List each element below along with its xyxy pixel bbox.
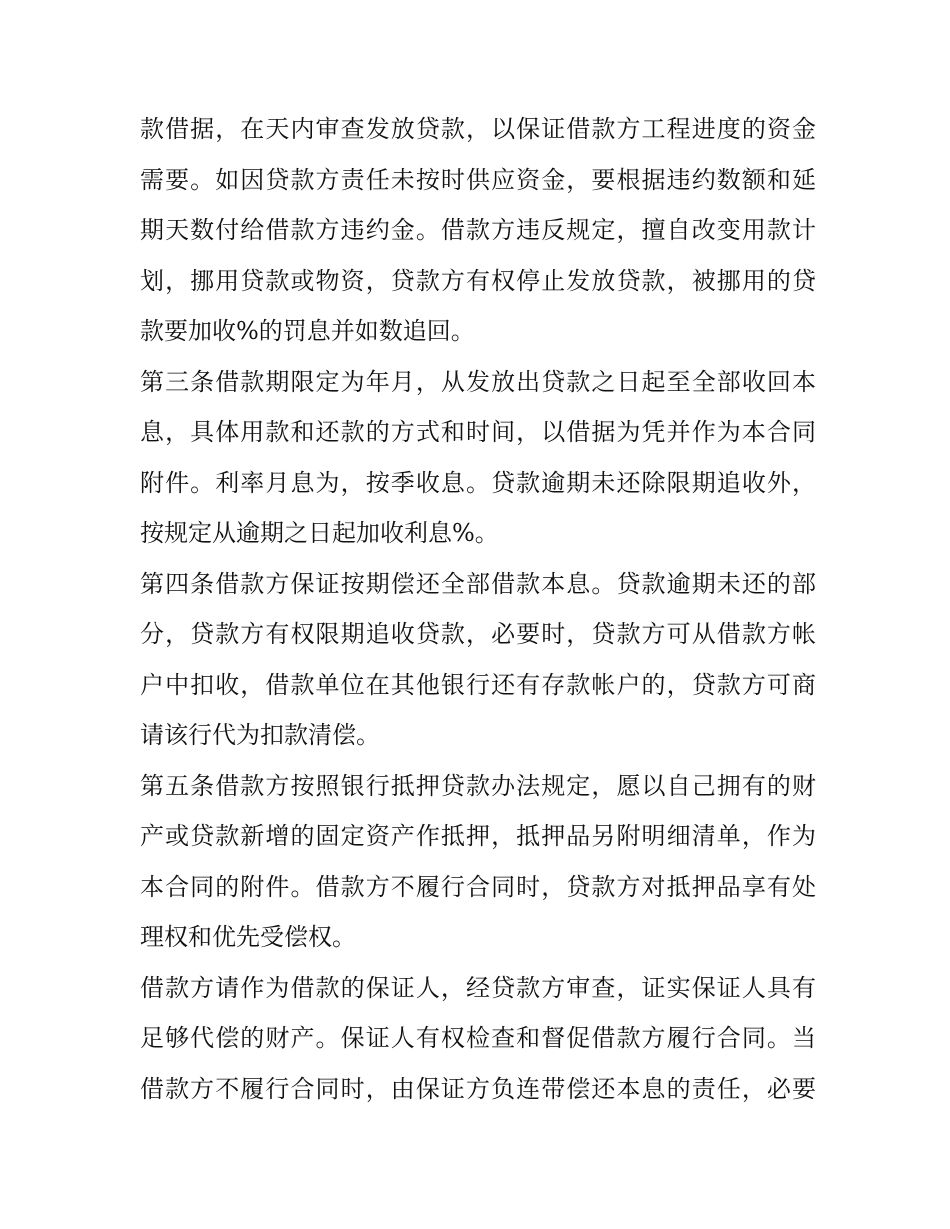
text-line-14: 第五条借款方按照银行抵押贷款办法规定，愿以自己拥有的财 [140, 771, 816, 800]
text-line-7: 息，具体用款和还款的方式和时间，以借据为凭并作为本合同 [140, 418, 816, 446]
text-line-19: 足够代偿的财产。保证人有权检查和督促借款方履行合同。当 [140, 1024, 816, 1052]
text-line-18: 借款方请作为借款的保证人，经贷款方审查，证实保证人具有 [140, 973, 816, 1002]
text-line-12: 户中扣收，借款单位在其他银行还有存款帐户的，贷款方可商 [140, 670, 816, 699]
text-line-2: 需要。如因贷款方责任未按时供应资金，要根据违约数额和延 [140, 165, 816, 194]
text-line-6: 第三条借款期限定为年月，从发放出贷款之日起至全部收回本 [140, 367, 816, 396]
text-line-15: 产或贷款新增的固定资产作抵押，抵押品另附明细清单，作为 [140, 822, 816, 850]
text-line-4: 划，挪用贷款或物资，贷款方有权停止发放贷款，被挪用的贷 [140, 266, 816, 295]
text-line-13: 请该行代为扣款清偿。 [140, 721, 380, 749]
text-line-11: 分，贷款方有权限期追收贷款，必要时，贷款方可从借款方帐 [140, 620, 816, 648]
contract-text-block [140, 104, 816, 1114]
text-line-8: 附件。利率月息为，按季收息。贷款逾期未还除限期追收外， [140, 468, 816, 497]
text-line-5: 款要加收%的罚息并如数追回。 [140, 317, 475, 345]
text-line-10: 第四条借款方保证按期偿还全部借款本息。贷款逾期未还的部 [140, 569, 816, 598]
text-line-16: 本合同的附件。借款方不履行合同时，贷款方对抵押品享有处 [140, 872, 816, 901]
text-line-1: 款借据，在天内审查发放贷款，以保证借款方工程进度的资金 [140, 115, 816, 143]
text-line-3: 期天数付给借款方违约金。借款方违反规定，擅自改变用款计 [140, 216, 816, 244]
text-line-17: 理权和优先受偿权。 [140, 923, 356, 951]
text-line-20: 借款方不履行合同时，由保证方负连带偿还本息的责任，必要 [140, 1074, 816, 1103]
text-line-9: 按规定从逾期之日起加收利息%。 [140, 519, 499, 547]
